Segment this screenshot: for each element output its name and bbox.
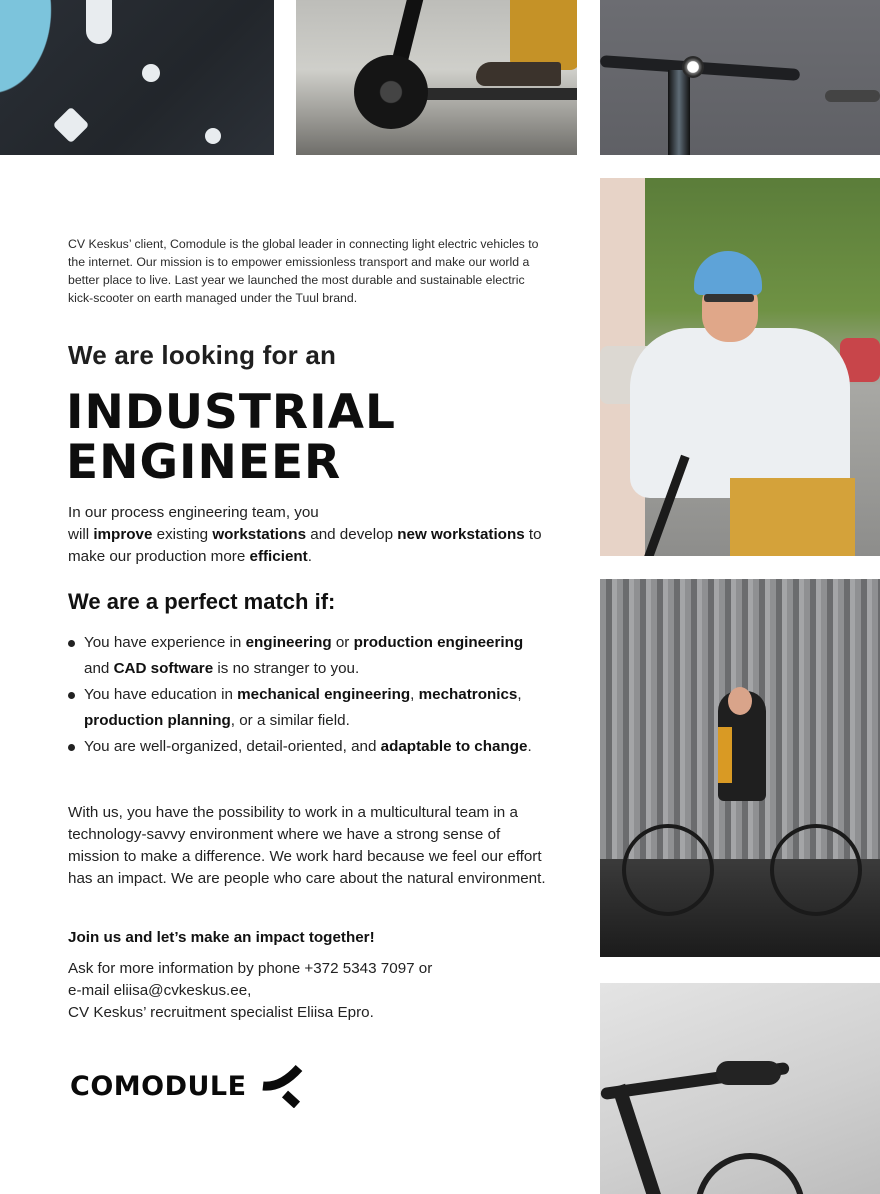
job-title (66, 385, 396, 490)
contact-phone-line: Ask for more information by phone +372 5343 7097 or (68, 960, 433, 977)
looking-for-heading: We are looking for an (68, 340, 337, 370)
team-text: will (68, 526, 94, 543)
team-text: . (307, 548, 312, 565)
team-text: and develop (306, 526, 398, 543)
comodule-logo (70, 1064, 309, 1108)
job-title-line-1: INDUSTRIAL (66, 385, 396, 440)
contact-info (68, 958, 548, 1024)
team-emphasis: workstations (212, 526, 307, 543)
logo-wordmark: COMODULE (70, 1070, 247, 1102)
requirement-item: You are well-organized, detail-oriented, and adaptable to change. (68, 734, 548, 760)
comodule-mark-icon (261, 1064, 309, 1108)
requirement-item: You have experience in engineering or production engineering and CAD software is no stranger to you. (68, 630, 548, 682)
photo-man-with-scooter (600, 178, 880, 556)
team-description (68, 502, 548, 568)
join-us-callout: Join us and let’s make an impact together! (68, 929, 375, 946)
photo-scooter-handlebar (600, 0, 880, 155)
photo-scooter-splash (296, 0, 577, 155)
team-emphasis: improve (93, 526, 153, 543)
job-title-line-2: ENGINEER (66, 435, 342, 490)
photo-abstract-graphic (0, 0, 274, 155)
perfect-match-heading: We are a perfect match if: (68, 589, 336, 614)
team-emphasis: efficient (249, 548, 308, 565)
team-text: to make our production more (68, 526, 542, 565)
team-text: existing (152, 526, 213, 543)
contact-email-line: e-mail eliisa@cvkeskus.ee, (68, 982, 252, 999)
photo-woman-bicycle-tunnel (600, 579, 880, 957)
team-emphasis: new workstations (397, 526, 525, 543)
benefits-paragraph: With us, you have the possibility to work in a multicultural team in a technology-savvy environment where we have a strong sense of mission to make a difference. We work hard because we feel our effort has an impact. We are people who care about the natural environment. (68, 804, 546, 887)
contact-specialist-line: CV Keskus’ recruitment specialist Eliisa Epro. (68, 1004, 374, 1021)
intro-paragraph: CV Keskus’ client, Comodule is the global leader in connecting light electric vehicles to the internet. Our mission is to empower emissionless transport and make our world a better place to live. Last year we launched the most durable and sustainable electric kick-scooter on earth managed under the Tuul brand. (68, 237, 539, 305)
requirements-list (68, 630, 548, 760)
team-text: In our process engineering team, you (68, 504, 319, 521)
requirement-item: You have education in mechanical engineering, mechatronics, production planning, or a similar field. (68, 682, 548, 734)
photo-bicycle-handlebar (600, 983, 880, 1194)
